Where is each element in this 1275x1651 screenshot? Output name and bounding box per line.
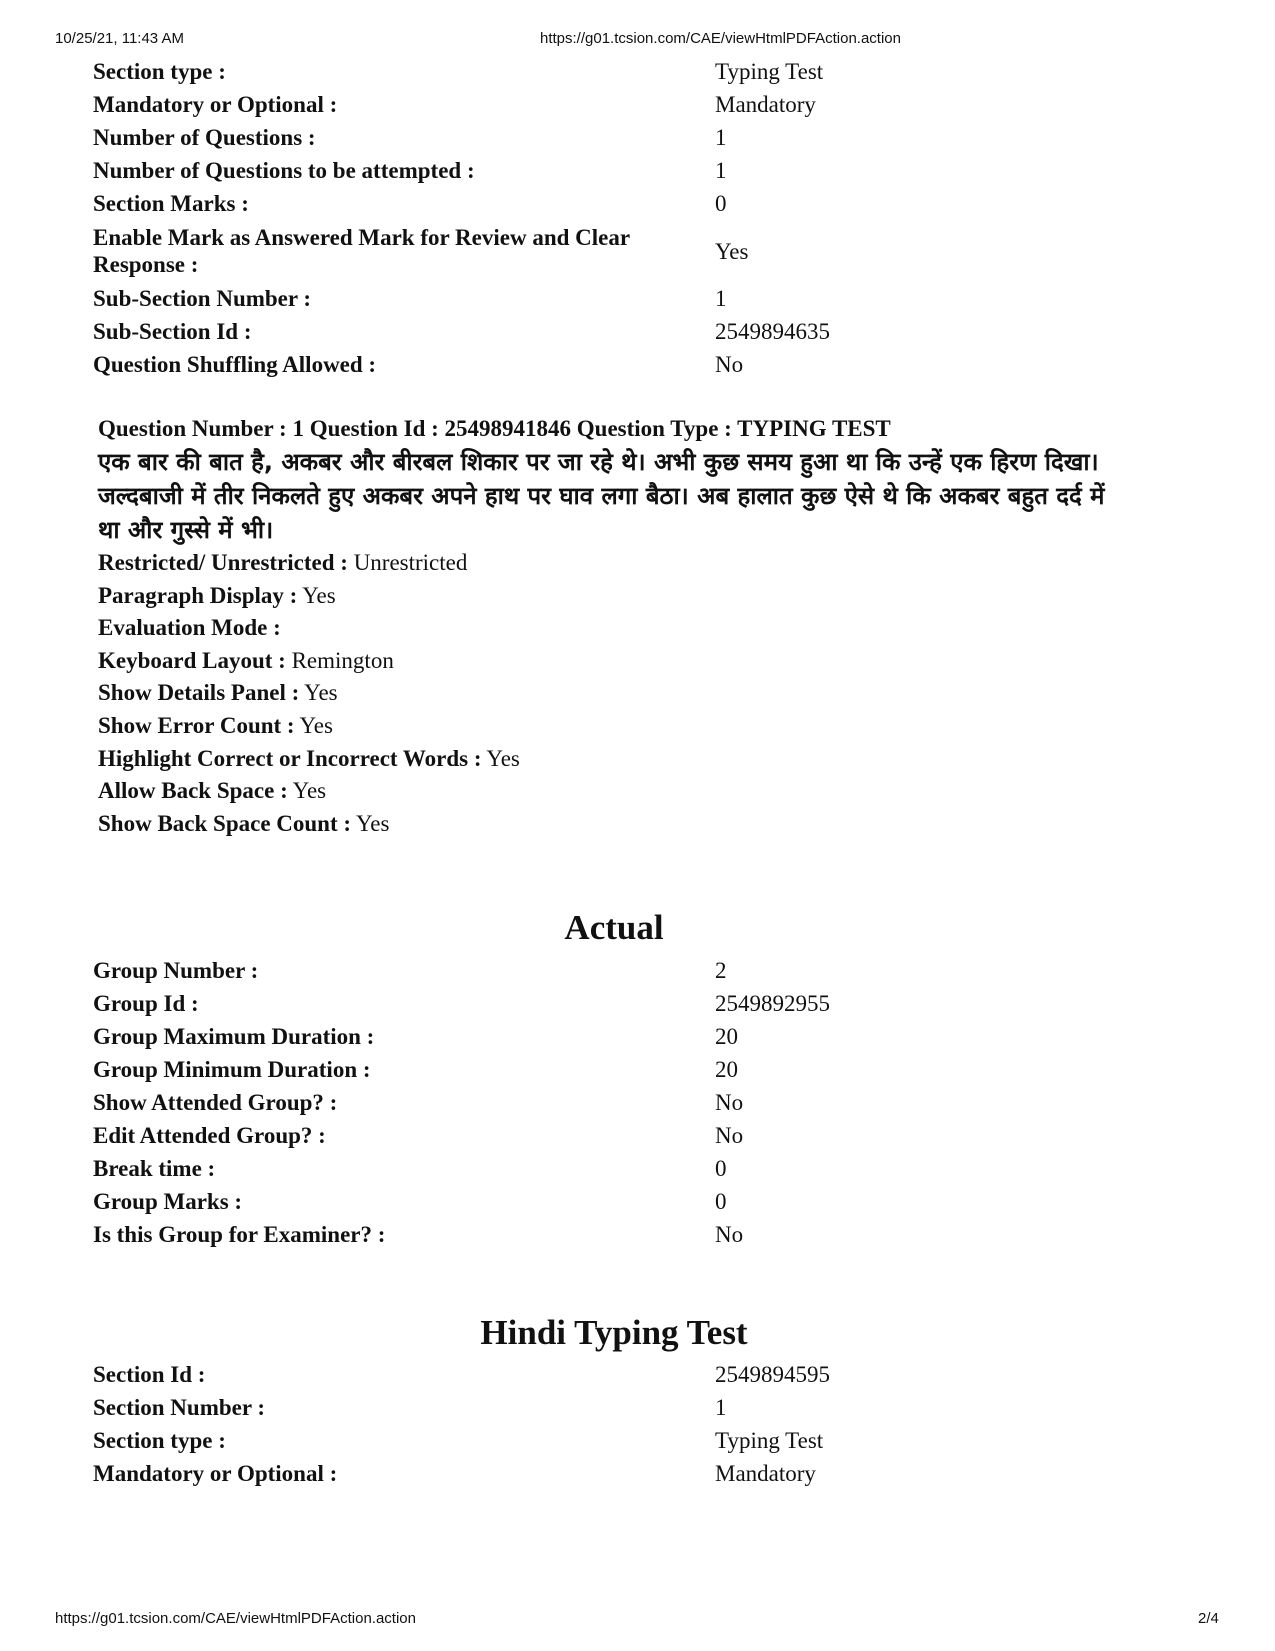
attribute-value: Yes (304, 680, 338, 706)
attribute-value: Unrestricted (353, 550, 468, 575)
field-label: Mandatory or Optional : (93, 1461, 338, 1486)
table-row (93, 1152, 1193, 1185)
field-value: 1 (715, 125, 727, 150)
attribute-label: Paragraph Display : (98, 582, 298, 608)
field-value: No (715, 1222, 744, 1247)
table-row (93, 1086, 1193, 1119)
field-value: Yes (715, 238, 749, 264)
table-row (93, 187, 1193, 220)
field-value: No (715, 352, 744, 377)
field-label: Mandatory or Optional : (93, 92, 338, 117)
field-label: Group Number : (93, 958, 259, 983)
table-row (93, 154, 1193, 187)
table-row (93, 121, 1193, 154)
attribute-value: Yes (299, 712, 333, 738)
field-label: Number of Questions : (93, 125, 316, 150)
question-attribute (98, 645, 1188, 678)
table-row (93, 1358, 1193, 1391)
table-row (93, 220, 1193, 282)
attribute-label: Show Back Space Count : (98, 810, 352, 836)
question-attribute (98, 612, 1188, 645)
print-datetime: 10/25/21, 11:43 AM (55, 30, 184, 47)
field-label: Section Number : (93, 1395, 266, 1420)
field-value: No (715, 1123, 744, 1148)
field-value: 2549894635 (715, 319, 830, 344)
field-label: Is this Group for Examiner? : (93, 1222, 386, 1247)
field-value: 20 (715, 1057, 738, 1082)
attribute-value: Remington (291, 647, 394, 673)
question-attribute (98, 710, 1188, 743)
question-attributes (98, 547, 1188, 840)
table-row (93, 315, 1193, 348)
question-attribute (98, 743, 1188, 776)
field-value: 2549894595 (715, 1362, 830, 1387)
field-label: Show Attended Group? : (93, 1090, 338, 1115)
field-value: 0 (715, 1189, 727, 1214)
question-attribute (98, 547, 1188, 580)
table-row (93, 1391, 1193, 1424)
table-row (93, 1020, 1193, 1053)
group-heading: Actual (564, 908, 664, 947)
field-label: Edit Attended Group? : (93, 1123, 326, 1148)
field-value: Typing Test (715, 59, 824, 84)
table-row (93, 282, 1193, 315)
attribute-label: Show Details Panel : (98, 680, 300, 706)
question-block (98, 412, 1188, 840)
question-attribute (98, 677, 1188, 710)
section-heading: Hindi Typing Test (480, 1313, 748, 1352)
table-row (93, 1424, 1193, 1457)
attribute-label: Show Error Count : (98, 712, 295, 738)
attribute-label: Allow Back Space : (98, 778, 288, 804)
attribute-label: Evaluation Mode : (98, 615, 281, 641)
field-label: Section type : (93, 59, 226, 84)
field-value: 2549892955 (715, 991, 830, 1016)
table-row (93, 55, 1193, 88)
section-details-table (93, 55, 1193, 381)
table-row (93, 1457, 1193, 1490)
attribute-value: Yes (486, 745, 520, 771)
field-label: Group Maximum Duration : (93, 1024, 375, 1049)
field-value: 1 (715, 1395, 727, 1420)
question-attribute (98, 808, 1188, 841)
field-label: Group Id : (93, 991, 199, 1016)
footer-url: https://g01.tcsion.com/CAE/viewHtmlPDFAction.action (55, 1610, 416, 1627)
print-url: https://g01.tcsion.com/CAE/viewHtmlPDFAction.action (540, 30, 901, 47)
question-attribute (98, 580, 1188, 613)
question-text: एक बार की बात है, अकबर और बीरबल शिकार पर जा रहे थे। अभी कुछ समय हुआ था कि उन्हें एक हिरण दिखा। जल्दबाजी में तीर निकलते हुए अकबर अपने हाथ पर घाव लगा बैठा। अब हालात कुछ ऐसे थे कि अकबर बहुत दर्द में था और गुस्से में भी। (98, 448, 1105, 544)
field-label: Sub-Section Id : (93, 319, 252, 344)
field-value: 2 (715, 958, 727, 983)
question-attribute (98, 775, 1188, 808)
field-value: 20 (715, 1024, 738, 1049)
print-header (0, 30, 1275, 50)
table-row (93, 1218, 1193, 1251)
field-label: Break time : (93, 1156, 216, 1181)
field-value: No (715, 1090, 744, 1115)
field-value: 1 (715, 286, 727, 311)
group-details-table (93, 954, 1193, 1251)
print-footer (0, 1610, 1275, 1630)
field-value: Mandatory (715, 92, 816, 117)
question-header: Question Number : 1 Question Id : 25498941846 Question Type : TYPING TEST (98, 416, 891, 441)
field-value: 0 (715, 191, 727, 216)
field-value: 0 (715, 1156, 727, 1181)
attribute-label: Restricted/ Unrestricted : (98, 550, 348, 575)
field-label: Section type : (93, 1428, 226, 1453)
field-value: Mandatory (715, 1461, 816, 1486)
field-label: Group Marks : (93, 1189, 243, 1214)
page-number: 2/4 (1198, 1610, 1219, 1627)
field-label: Sub-Section Number : (93, 286, 312, 311)
table-row (93, 1185, 1193, 1218)
table-row (93, 88, 1193, 121)
field-label: Section Marks : (93, 191, 249, 216)
attribute-label: Highlight Correct or Incorrect Words : (98, 745, 482, 771)
attribute-value: Yes (302, 582, 336, 608)
table-row (93, 1053, 1193, 1086)
table-row (93, 954, 1193, 987)
attribute-value: Yes (292, 778, 327, 804)
table-row (93, 348, 1193, 381)
field-label: Enable Mark as Answered Mark for Review and Clear Response : (93, 225, 630, 277)
attribute-label: Keyboard Layout : (98, 647, 286, 673)
table-row (93, 987, 1193, 1020)
attribute-value: Yes (355, 810, 390, 836)
field-value: Typing Test (715, 1428, 824, 1453)
field-label: Group Minimum Duration : (93, 1057, 371, 1082)
table-row (93, 1119, 1193, 1152)
field-label: Section Id : (93, 1362, 206, 1387)
field-value: 1 (715, 158, 727, 183)
section-details-table (93, 1358, 1193, 1490)
field-label: Question Shuffling Allowed : (93, 352, 377, 377)
field-label: Number of Questions to be attempted : (93, 158, 475, 183)
